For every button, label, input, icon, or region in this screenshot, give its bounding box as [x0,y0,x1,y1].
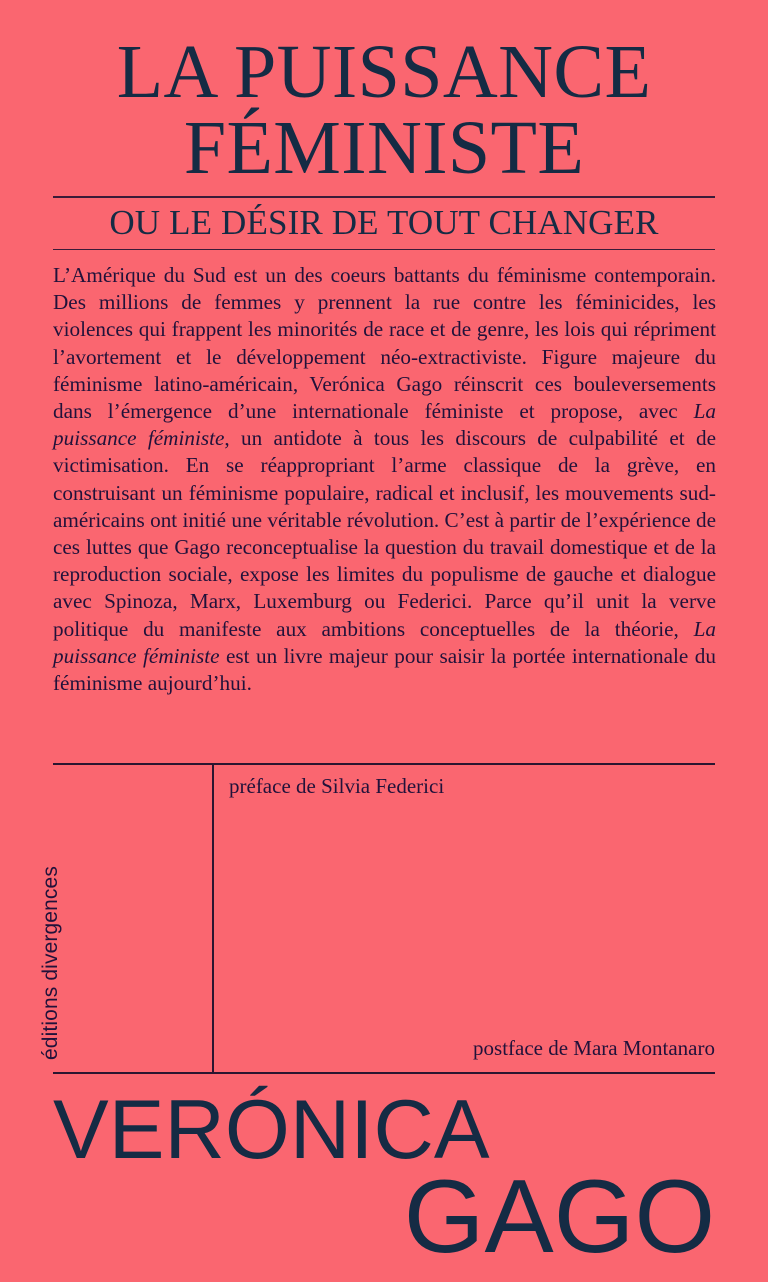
book-subtitle: OU LE DÉSIR DE TOUT CHANGER [109,202,659,242]
author-name [53,1081,715,1275]
panel-vertical-divider [212,763,214,1074]
panel-rule-top [53,763,715,765]
blurb-italic-title-two: La puissance féministe [53,616,716,668]
title-line-one: LA PUISSANCE [116,30,652,114]
preface-credit: préface de Silvia Federici [229,774,445,798]
blurb-part-three: est un livre majeur pour saisir la portée internationale du féminisme aujourd’hui. [53,643,716,696]
publisher-imprint-area [39,818,101,1068]
blurb-italic-title-one: La puissance féministe [53,399,716,451]
postface-credit: postface de Mara Montanaro [473,1035,715,1060]
credits-panel [39,763,715,1074]
blurb-part-one: L’Amérique du Sud est un des coeurs battants du féminisme contemporain. Des millions de femmes y prennent la rue contre les féminicides, les violences qui frappent les minorités de race et de genre, les lois qui répriment l’avortement et le développement néo-extractiviste. Figure majeure du féminisme latino-américain, Verónica Gago réinscrit ces bouleversements dans l’émergence d’une internationale féministe et propose, avec [53,263,716,424]
blurb-part-two: , un antidote à tous les discours de culpabilité et de victimisation. En se réappropriant l’arme classique de la grève, en construisant un féminisme populaire, radical et inclusif, les mouvements sud-américains ont initié une véritable révolution. C’est à partir de l’expérience de ces luttes que Gago reconceptualise la question du travail domestique et de la reproduction sociale, expose les limites du populisme de gauche et dialogue avec Spinoza, Marx, Luxemburg ou Federici. Parce qu’il unit la verve politique du manifeste aux ambitions conceptuelles de la théorie, [53,426,716,641]
panel-rule-bottom [53,1072,715,1074]
subtitle-rule-bottom [53,249,715,251]
title-line-two: FÉMINISTE [183,105,585,190]
book-title [53,30,715,190]
back-cover-blurb [53,262,716,697]
author-last-name: GAGO [403,1157,715,1275]
publisher-imprint: éditions divergences [39,866,62,1060]
subtitle-block [53,196,715,250]
author-first-name: VERÓNICA [53,1081,490,1177]
